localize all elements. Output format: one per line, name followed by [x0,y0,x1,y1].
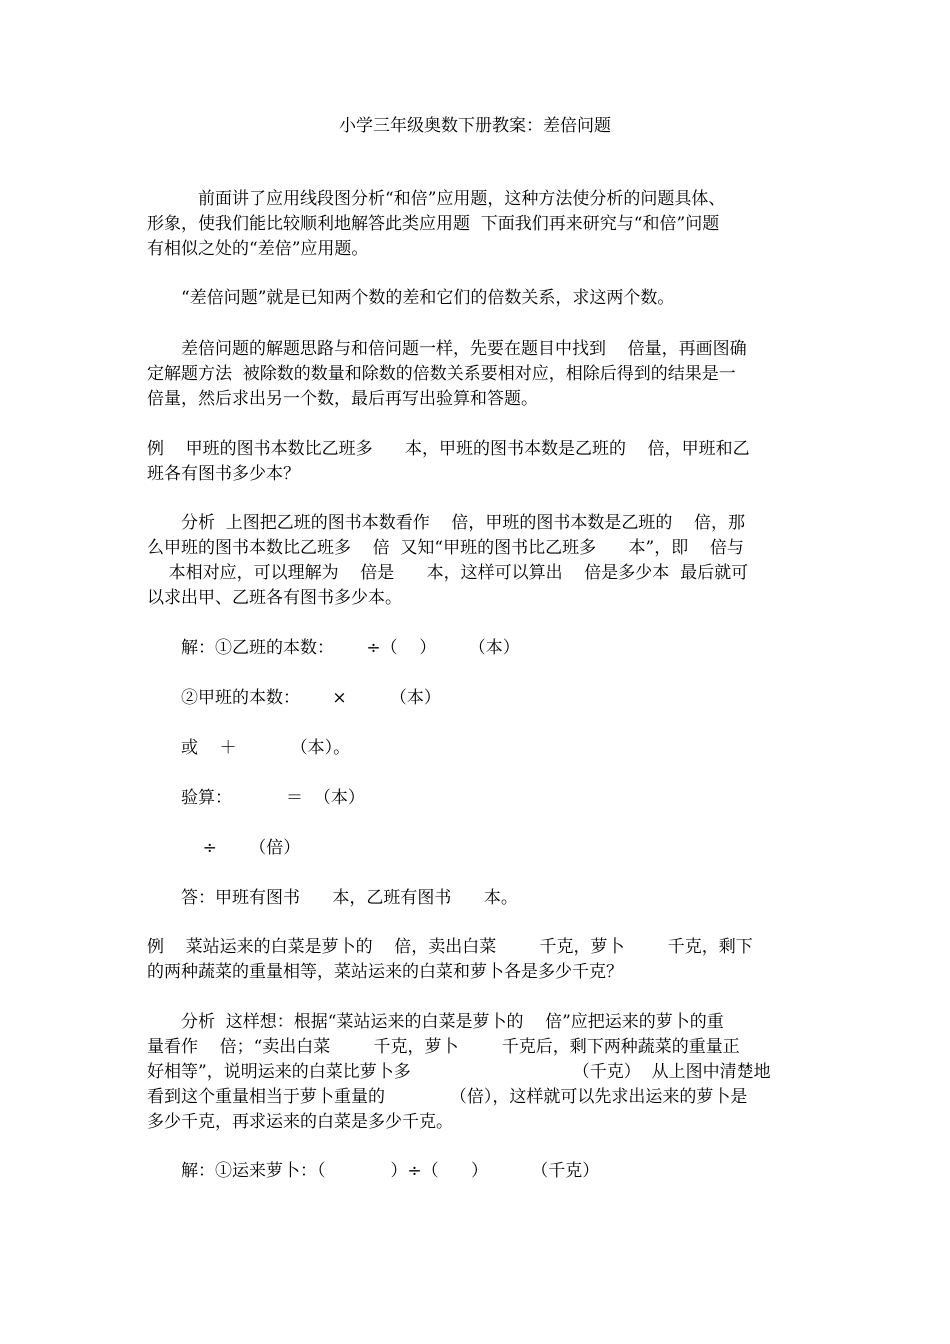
example-1-solution-step-2: ②甲班的本数： × （本） [147,688,441,708]
example-1-solution-alternative: 或 ＋ （本）。 [147,738,351,758]
example-1-solution-step-1: 解：①乙班的本数： ÷（ ） （本） [147,638,520,658]
example-1-check-division: ÷ （倍） [147,838,301,858]
intro-paragraph: 前面讲了应用线段图分析“和倍”应用题，这种方法使分析的问题具体、 形象，使我们能比较顺利地解答此类应用题 下面我们再来研究与“和倍”问题 有相似之处的“差倍”应用题。 [147,189,726,259]
example-1-analysis: 分析 上图把乙班的图书本数看作 倍，甲班的图书本数是乙班的 倍，那 么甲班的图书本数比乙班多 倍 又知“甲班的图书比乙班多 本”，即 倍与 本相对应，可以理解为 倍是 本，这样可以算出 倍是多少本 最后就可 以求出甲、乙班各有图书多少本。 [147,513,749,608]
method-paragraph: 差倍问题的解题思路与和倍问题一样，先要在题目中找到 倍量，再画图确 定解题方法 被除数的数量和除数的倍数关系要相对应，相除后得到的结果是一 倍量，然后求出另一个数，最后再写出验算和答题。 [147,339,747,409]
example-1-problem: 例 甲班的图书本数比乙班多 本，甲班的图书本数是乙班的 倍，甲班和乙 班各有图书多少本？ [147,439,750,484]
example-2-solution-step-1: 解：①运来萝卜：（ ）÷（ ） （千克） [147,1161,600,1181]
example-2-problem: 例 菜站运来的白菜是萝卜的 倍，卖出白菜 千克，萝卜 千克，剩下 的两种蔬菜的重量相等，菜站运来的白菜和萝卜各是多少千克？ [147,937,753,982]
definition-paragraph: “差倍问题”就是已知两个数的差和它们的倍数关系，求这两个数。 [147,288,675,308]
example-1-answer: 答：甲班有图书 本，乙班有图书 本。 [147,888,518,908]
example-1-check-label: 验算： ＝ （本） [147,788,365,808]
document-title: 小学三年级奥数下册教案：差倍问题 [339,116,611,136]
example-2-analysis: 分析 这样想：根据“菜站运来的白菜是萝卜的 倍”应把运来的萝卜的重 量看作 倍；“卖出白菜 千克，萝卜 千克后，剩下两种蔬菜的重量正 好相等”，说明运来的白菜比萝卜多 （千克） 从上图中清楚地 看到这个重量相当于萝卜重量的 （倍），这样就可以先求出运来的萝卜是 多少千克，再求运来的白菜是多少千克。 [147,1012,771,1132]
